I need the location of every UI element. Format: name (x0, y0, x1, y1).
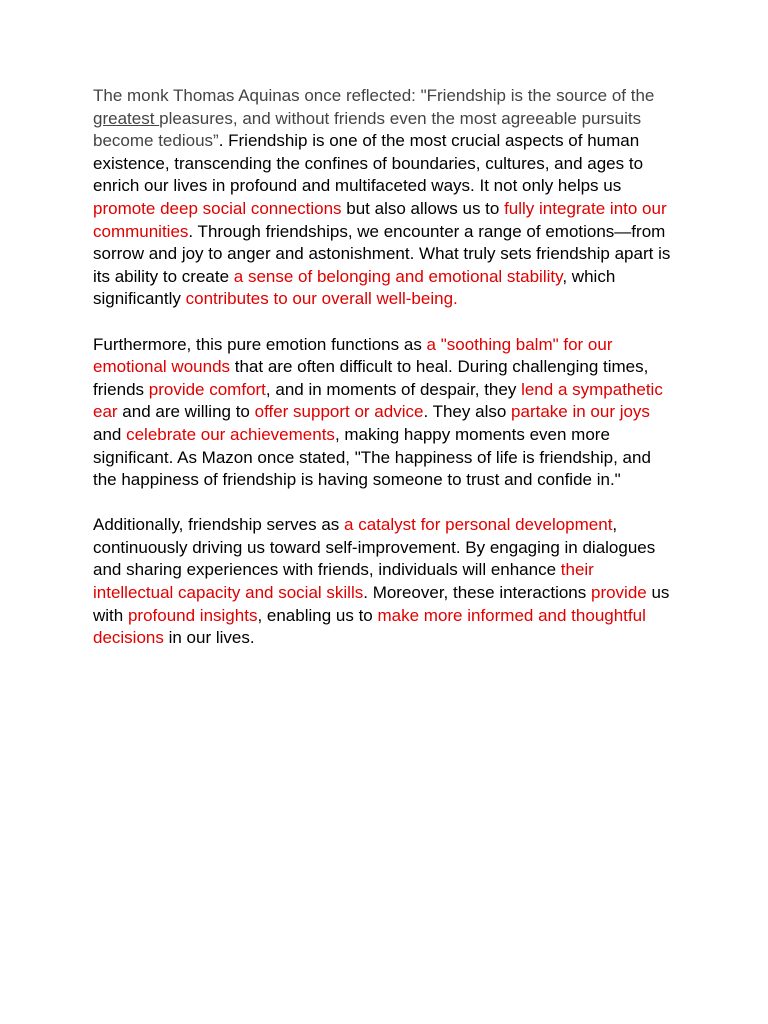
body-text: in our lives. (163, 628, 255, 648)
quote-text: The monk Thomas Aquinas once reflected: "Friendship is the source of the (93, 86, 655, 105)
highlighted-phrase: their intellectual capacity and social skills (93, 560, 594, 603)
highlighted-phrase: profound insights (127, 605, 258, 625)
highlighted-phrase: partake in our joys (511, 402, 650, 422)
body-text: . Moreover, these interactions (363, 583, 591, 603)
body-text: Additionally, friendship serves as (93, 515, 345, 535)
document-body (93, 85, 677, 650)
highlighted-phrase: a "soothing balm" for our emotional wounds (93, 334, 613, 377)
body-text: . They also (423, 402, 512, 422)
underlined-word: greatest (93, 108, 160, 128)
body-text: , and in moments of despair, they (265, 379, 522, 399)
highlighted-phrase: lend a sympathetic ear (93, 379, 663, 422)
body-text: and are willing to (117, 402, 255, 422)
body-text: and (93, 424, 127, 444)
quote-text: pleasures, and without friends even the most agreeable pursuits become tedious” (93, 108, 642, 151)
body-text: that are often difficult to heal. During challenging times, friends (93, 357, 649, 399)
highlighted-phrase: contributes to our overall well-being. (185, 289, 458, 309)
highlighted-phrase: promote deep social connections (93, 198, 342, 218)
highlighted-phrase: make more informed and thoughtful decisions (93, 605, 646, 648)
body-text: but also allows us to (341, 198, 505, 218)
body-text: , enabling us to (257, 605, 378, 625)
body-text: , continuously driving us toward self-improvement. By engaging in dialogues and sharing experiences with friends, individuals will enhance (93, 515, 656, 580)
highlighted-phrase: fully integrate into our communities (93, 198, 667, 241)
highlighted-phrase: provide (590, 583, 647, 603)
body-text: Furthermore, this pure emotion functions as (93, 334, 427, 354)
paragraph-3 (93, 514, 677, 650)
highlighted-phrase: provide comfort (148, 379, 266, 399)
body-text: , making happy moments even more significant. As Mazon once stated, "The happiness of life is friendship, and the happiness of friendship is having someone to trust and confide in." (93, 424, 651, 490)
body-text: . Friendship is one of the most crucial aspects of human existence, transcending the confines of boundaries, cultures, and ages to enrich our lives in profound and multifaceted ways. It not only helps us (93, 131, 644, 196)
highlighted-phrase: a sense of belonging and emotional stability (233, 266, 563, 286)
highlighted-phrase: offer support or advice (254, 402, 424, 422)
paragraph-2 (93, 334, 677, 492)
body-text: , which significantly (93, 266, 616, 309)
body-text: us with (93, 583, 670, 625)
body-text: . Through friendships, we encounter a range of emotions—from sorrow and joy to anger and astonishment. What truly sets friendship apart is its ability to create (93, 221, 671, 286)
highlighted-phrase: a catalyst for personal development (344, 515, 613, 535)
highlighted-phrase: celebrate our achievements (126, 424, 335, 444)
paragraph-1 (93, 85, 677, 311)
